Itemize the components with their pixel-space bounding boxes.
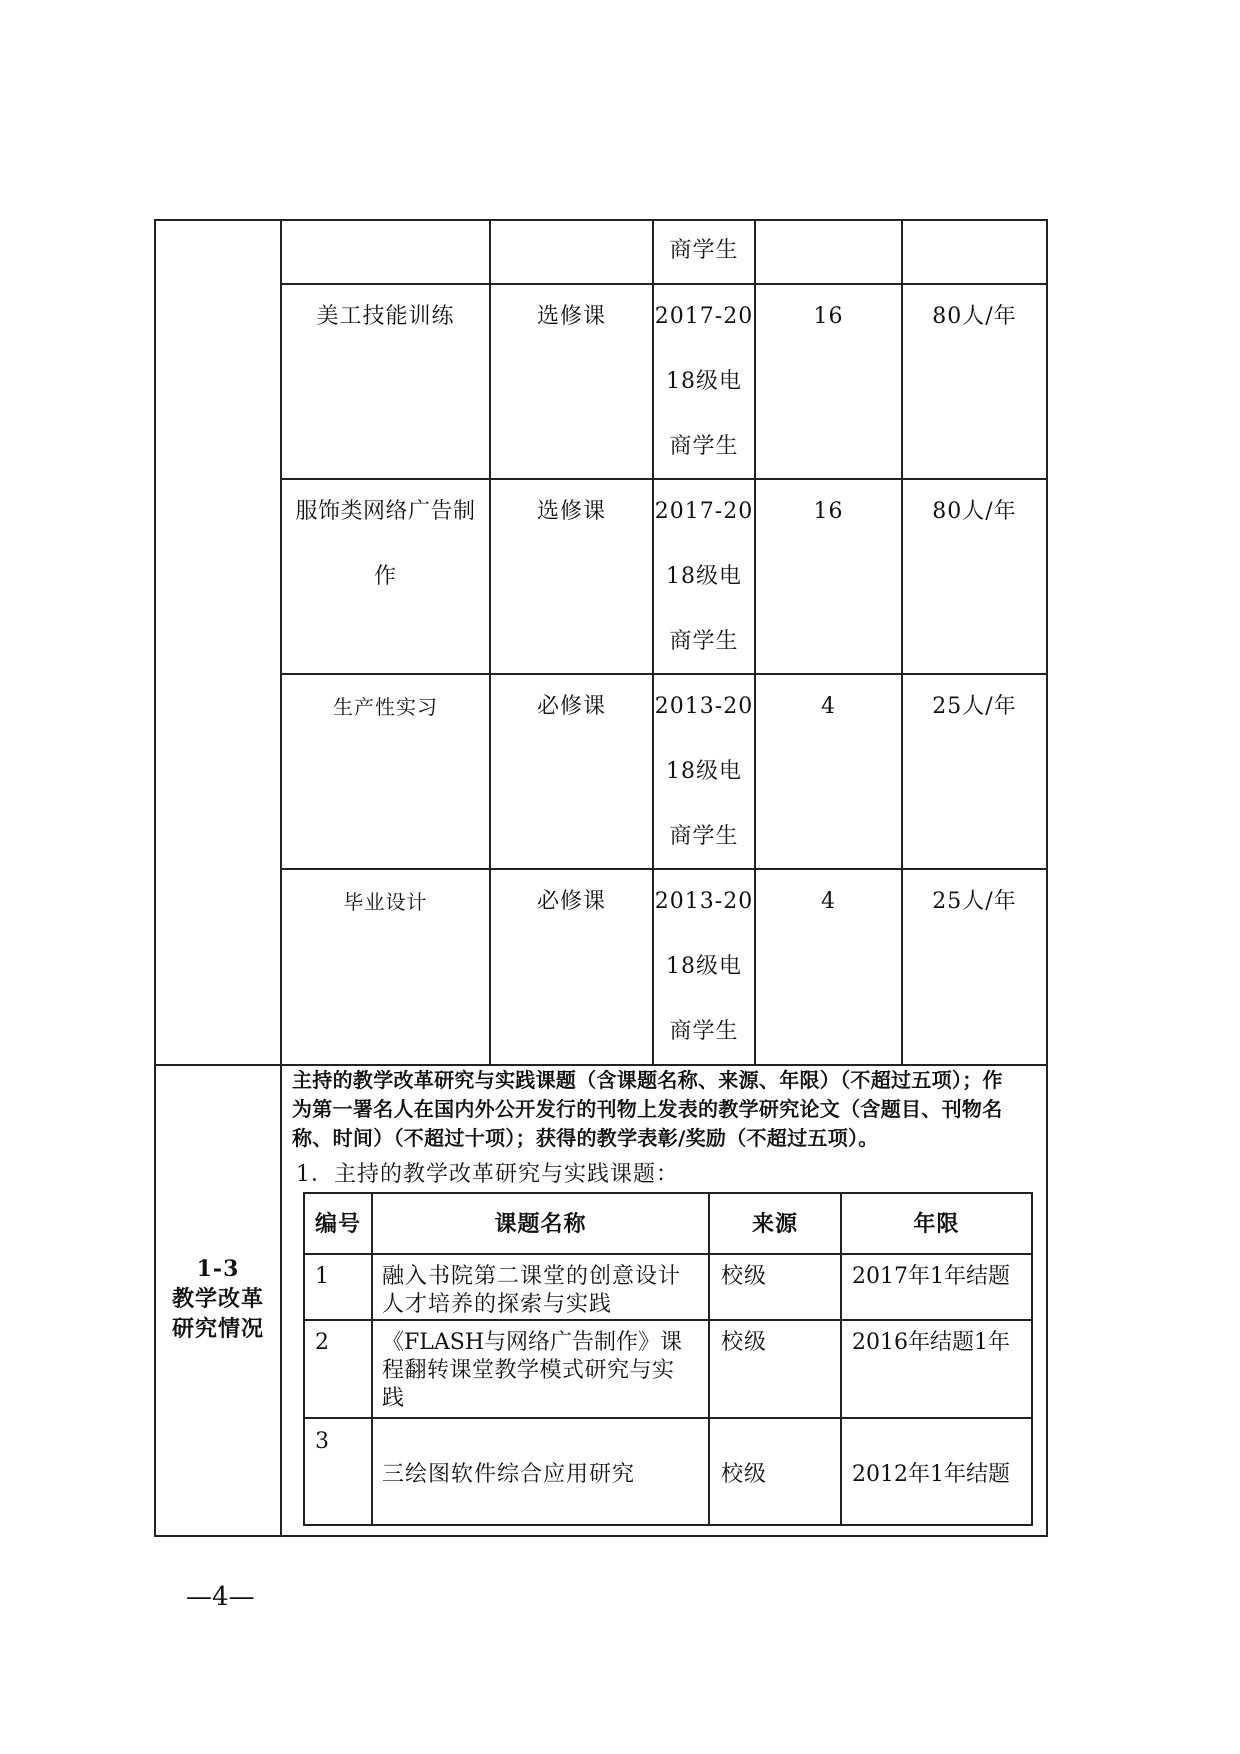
course-col-divider-4 xyxy=(901,219,903,1064)
intro-line: 为第一署名人在国内外公开发行的刊物上发表的教学研究论文（含题目、刊物名 xyxy=(292,1097,1003,1121)
course-students: 80人/年 xyxy=(932,304,1017,329)
intro-line: 主持的教学改革研究与实践课题（含课题名称、来源、年限）（不超过五项）；作 xyxy=(292,1068,1003,1092)
subheading: 1．主持的教学改革研究与实践课题： xyxy=(296,1162,679,1187)
outer-top-border xyxy=(154,219,1048,221)
project-title-line: 三绘图软件综合应用研究 xyxy=(382,1462,636,1487)
project-period: 2017年1年结题 xyxy=(852,1264,1010,1289)
course-col-divider-3 xyxy=(754,219,756,1064)
course-row-divider-2 xyxy=(281,478,1047,480)
course-grade-line: 18级电 xyxy=(666,954,742,979)
course-type: 选修课 xyxy=(536,304,606,329)
course-name-line: 毕业设计 xyxy=(343,890,428,914)
course-students: 25人/年 xyxy=(932,694,1017,719)
research-col-divider xyxy=(708,1192,710,1526)
project-title-line: 《FLASH与网络广告制作》课 xyxy=(382,1330,683,1355)
course-grade-line: 商学生 xyxy=(669,434,739,459)
project-source: 校级 xyxy=(721,1330,768,1355)
course-name-line: 生产性实习 xyxy=(333,695,438,719)
section-label-code: 1-3 xyxy=(196,1256,240,1282)
course-grade-line: 商学生 xyxy=(669,238,739,263)
label-column-divider xyxy=(280,219,282,1537)
course-type: 必修课 xyxy=(536,694,606,719)
project-number: 3 xyxy=(315,1429,330,1454)
course-grade-line: 商学生 xyxy=(669,629,739,654)
course-name-line: 美工技能训练 xyxy=(316,304,455,329)
course-grade-line: 2017-20 xyxy=(654,499,754,524)
research-table-right xyxy=(1031,1192,1033,1526)
course-students: 25人/年 xyxy=(932,889,1017,914)
course-grade-line: 2013-20 xyxy=(654,889,754,914)
project-title-line: 程翻转课堂教学模式研究与实 xyxy=(382,1358,675,1383)
course-type: 选修课 xyxy=(536,499,606,524)
course-name-line: 作 xyxy=(373,564,397,589)
project-source: 校级 xyxy=(721,1264,768,1289)
project-title-line: 践 xyxy=(382,1386,406,1411)
research-table-header-bottom xyxy=(303,1253,1033,1255)
header-title: 课题名称 xyxy=(494,1211,587,1237)
course-hours: 16 xyxy=(813,499,844,524)
project-title-line: 人才培养的探索与实践 xyxy=(382,1292,613,1317)
course-grade-line: 商学生 xyxy=(669,824,739,849)
course-row-divider-3 xyxy=(281,673,1047,675)
project-source: 校级 xyxy=(721,1462,768,1487)
course-row-divider-4 xyxy=(281,868,1047,870)
course-hours: 4 xyxy=(821,694,836,719)
course-grade-line: 2013-20 xyxy=(654,694,754,719)
header-number: 编号 xyxy=(314,1211,361,1237)
course-name-line: 服饰类网络广告制 xyxy=(295,499,476,524)
outer-right-border xyxy=(1046,219,1048,1537)
course-col-divider-1 xyxy=(489,219,491,1064)
section-label-line: 教学改革 xyxy=(171,1286,264,1312)
research-col-divider xyxy=(371,1192,373,1526)
course-grade-line: 18级电 xyxy=(666,369,742,394)
section-intro xyxy=(292,1066,1052,1153)
course-students: 80人/年 xyxy=(932,499,1017,524)
research-table-bottom xyxy=(303,1524,1033,1526)
project-title-line: 融入书院第二课堂的创意设计 xyxy=(382,1264,682,1289)
research-table-top xyxy=(303,1192,1033,1194)
header-source: 来源 xyxy=(751,1211,798,1237)
research-table-left xyxy=(303,1192,305,1526)
intro-line: 称、时间）（不超过十项）；获得的教学表彰/奖励（不超过五项）。 xyxy=(292,1126,879,1150)
outer-bottom-border xyxy=(154,1535,1048,1537)
header-period: 年限 xyxy=(913,1211,960,1237)
course-row-divider-1 xyxy=(281,283,1047,285)
page-number: —4— xyxy=(186,1582,255,1612)
course-hours: 16 xyxy=(813,304,844,329)
course-grade-line: 18级电 xyxy=(666,759,742,784)
section-label-line: 研究情况 xyxy=(171,1316,264,1342)
research-col-divider xyxy=(840,1192,842,1526)
research-row-divider xyxy=(303,1417,1033,1419)
course-grade-line: 2017-20 xyxy=(654,304,754,329)
course-type: 必修课 xyxy=(536,889,606,914)
course-grade-line: 商学生 xyxy=(669,1019,739,1044)
project-period: 2012年1年结题 xyxy=(852,1462,1010,1487)
course-grade-line: 18级电 xyxy=(666,564,742,589)
project-period: 2016年结题1年 xyxy=(852,1330,1010,1355)
project-number: 2 xyxy=(315,1330,330,1355)
project-number: 1 xyxy=(315,1264,330,1289)
course-hours: 4 xyxy=(821,889,836,914)
